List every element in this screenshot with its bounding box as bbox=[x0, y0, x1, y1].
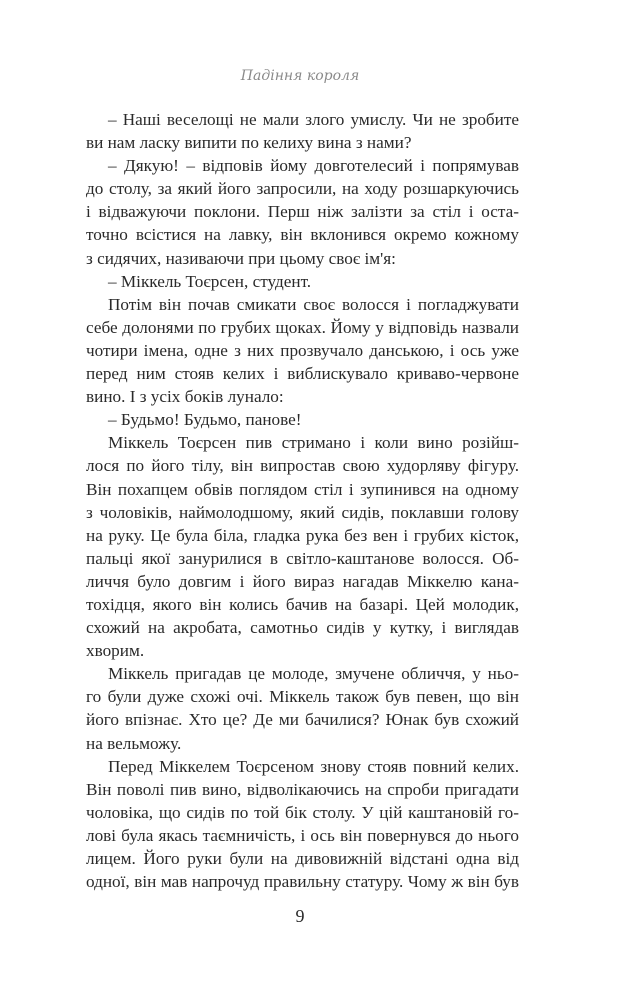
text-line: точно всістися на лавку, він вклонився окремо кожному bbox=[86, 225, 519, 245]
text-line: хворим. bbox=[86, 641, 145, 661]
text-line: – Дякую! – відповів йому довготелесий і попрямував bbox=[108, 156, 519, 176]
text-line: личчя було довгим і його вираз нагадав Міккелю кана- bbox=[86, 571, 519, 591]
text-line: і відважуючи поклони. Перш ніж залізти за стіл і оста- bbox=[86, 202, 519, 222]
text-line: з чоловіків, наймолодшому, який сидів, поклавши голову bbox=[86, 502, 519, 522]
text-line: на вельможу. bbox=[86, 733, 182, 753]
running-title: Падіння короля bbox=[240, 68, 360, 84]
text-line: його впізнає. Хто це? Де ми бачилися? Юнак був схожий bbox=[86, 710, 519, 730]
text-line: го були дуже схожі очі. Міккель також був певен, що він bbox=[86, 687, 519, 707]
text-line: лові була якась таємничість, і ось він повернувся до нього bbox=[86, 825, 519, 845]
text-line: себе долонями по грубих щоках. Йому у відповідь назвали bbox=[86, 317, 519, 337]
text-line: Перед Міккелем Тоєрсеном знову стояв повний келих. bbox=[108, 756, 519, 776]
text-line: Він похапцем обвів поглядом стіл і зупинився на одному bbox=[86, 479, 519, 499]
text-line: схожий на акробата, самотньо сидів у кутку, і виглядав bbox=[86, 618, 519, 638]
text-line: лося по його тілу, він випростав свою худорляву фігуру. bbox=[86, 456, 519, 476]
text-line: пальці якої занурилися в світло-каштанове волосся. Об- bbox=[86, 548, 519, 568]
text-line: – Міккель Тоєрсен, студент. bbox=[108, 271, 312, 291]
text-line: Потім він почав смикати своє волосся і погладжувати bbox=[108, 294, 519, 314]
text-line: одної, він мав напрочуд правильну статуру. Чому ж він був bbox=[86, 872, 519, 892]
text-line: – Наші веселощі не мали злого умислу. Чи не зробите bbox=[108, 110, 519, 129]
text-line: вино. І з усіх боків лунало: bbox=[86, 387, 284, 407]
text-line: Міккель Тоєрсен пив стримано і коли вино розійш- bbox=[108, 433, 519, 453]
text-line: лицем. Його руки були на дивовижній відстані одна від bbox=[86, 849, 519, 868]
text-line: – Будьмо! Будьмо, панове! bbox=[108, 410, 302, 430]
text-line: тохідця, якого він колись бачив на базарі. Цей молодик, bbox=[86, 594, 519, 614]
text-line: до столу, за який його запросили, на ходу розшаркуючись bbox=[86, 179, 519, 199]
text-line: ви нам ласку випити по келиху вина з нами? bbox=[86, 133, 412, 153]
text-line: на руку. Це була біла, гладка рука без вен і грубих кісток, bbox=[86, 525, 519, 545]
text-line: перед ним стояв келих і виблискувало криваво-червоне bbox=[86, 364, 519, 384]
text-line: Він поволі пив вино, відволікаючись на спроби пригадати bbox=[86, 779, 519, 799]
text-line: Міккель пригадав це молоде, змучене обличчя, у ньо- bbox=[108, 664, 519, 684]
body-text bbox=[86, 108, 519, 893]
text-line: з сидячих, називаючи при цьому своє ім'я: bbox=[86, 248, 396, 268]
page-number: 9 bbox=[295, 906, 305, 926]
text-line: чотири імена, одне з них прозвучало данською, і ось уже bbox=[86, 340, 519, 360]
text-line: чоловіка, що сидів по той бік столу. У цій каштановій го- bbox=[86, 802, 519, 822]
